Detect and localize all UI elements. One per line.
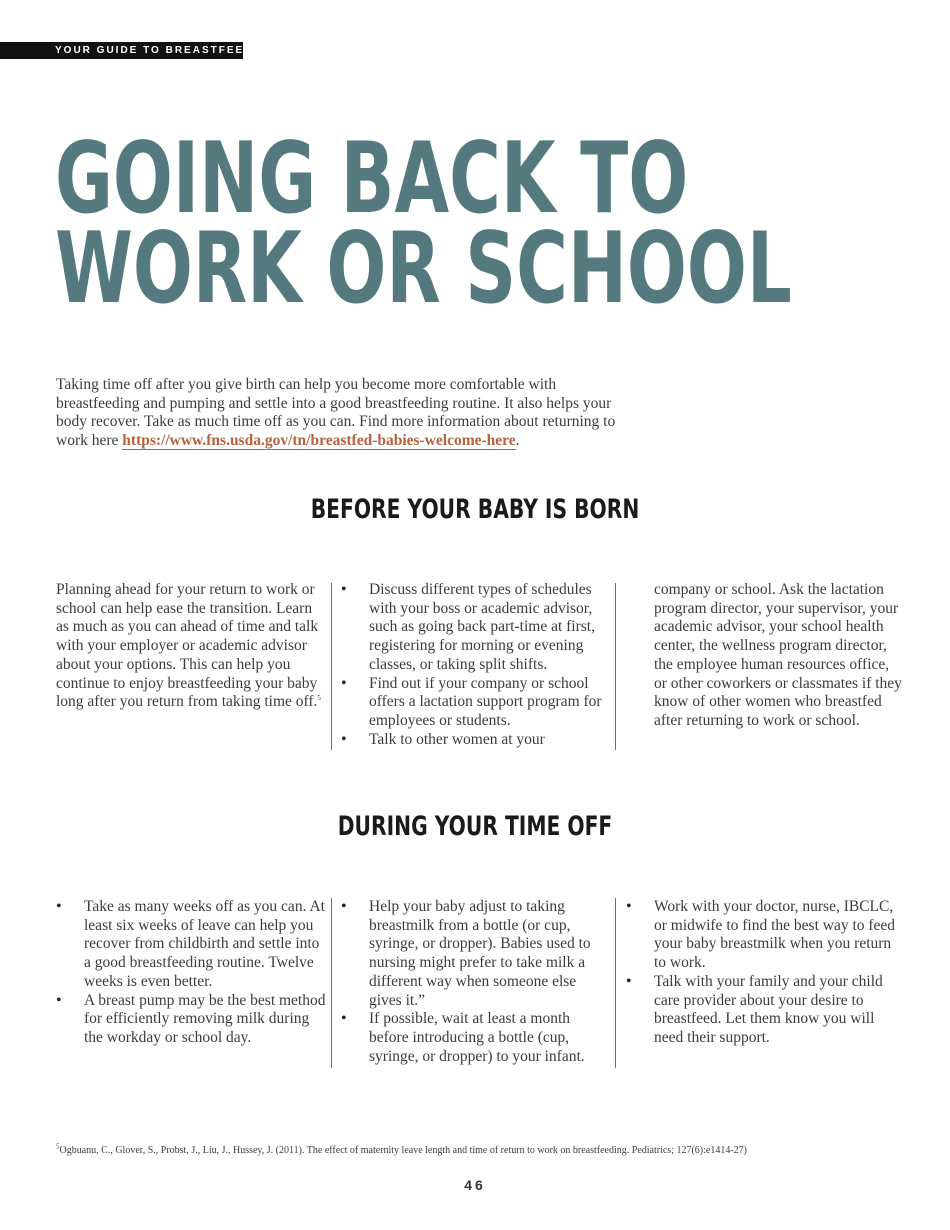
before-col2-list	[341, 581, 603, 749]
intro-paragraph	[56, 376, 626, 451]
before-column-1	[56, 581, 328, 712]
list-item: • Talk with your family and your child care provider about your desire to breastfeed. Let them know you will need their support.	[626, 973, 906, 1048]
column-divider	[331, 583, 332, 750]
footnote-text: Ogbuanu, C., Glover, S., Probst, J., Liu, J., Hussey, J. (2011). The effect of maternity leave length and time of return to work on breastfeeding. Pediatrics; 127(6):e1414-27)	[59, 1145, 748, 1156]
column-divider	[615, 583, 616, 750]
section-heading-before: BEFORE YOUR BABY IS BORN	[310, 494, 640, 525]
before-column-2	[341, 581, 603, 749]
intro-after: .	[515, 432, 520, 450]
title-line-1: GOING BACK TO	[55, 122, 689, 236]
header-label: YOUR GUIDE TO BREASTFEEDING	[0, 42, 243, 59]
list-item: • Work with your doctor, nurse, IBCLC, or midwife to find the best way to feed your baby breastmilk when you return to work.	[626, 898, 906, 973]
section-heading-during: DURING YOUR TIME OFF	[337, 811, 613, 842]
list-item: • Talk to other women at your	[341, 731, 603, 750]
before-col1-text: Planning ahead for your return to work or school can help ease the transition. Learn as much as you can ahead of time and talk with your employer or academic advisor about your options. This can help you continue to enjoy breastfeeding your baby long after you return from taking time off.	[56, 581, 319, 711]
during-column-2	[341, 898, 603, 1066]
column-divider	[331, 898, 332, 1068]
during-column-1	[56, 898, 326, 1048]
intro-text: Taking time off after you give birth can help you become more comfortable with breastfeeding and pumping and settle into a good breastfeeding routine. It also helps your body recover. Take as much time off as you can. Find more information about returning to work here	[56, 376, 616, 450]
list-item: • Find out if your company or school offers a lactation support program for employees or students.	[341, 675, 603, 731]
during-col1-list	[56, 898, 326, 1048]
title-line-2: WORK OR SCHOOL	[55, 212, 792, 326]
usda-link[interactable]: https://www.fns.usda.gov/tn/breastfed-babies-welcome-here	[122, 432, 516, 450]
during-column-3	[626, 898, 906, 1048]
list-item: • A breast pump may be the best method for efficiently removing milk during the workday or school day.	[56, 992, 326, 1048]
list-item: • If possible, wait at least a month before introducing a bottle (cup, syringe, or dropper) to your infant.	[341, 1010, 603, 1066]
footnote-number: 5	[56, 1142, 60, 1151]
page-number: 46	[464, 1177, 486, 1193]
page-title	[55, 122, 792, 326]
before-col3-text: company or school. Ask the lactation program director, your supervisor, your academic advisor, your school health center, the wellness program director, the employee human resources office, or other coworkers or classmates if they know of other women who breastfed after returning to work or school.	[654, 581, 902, 729]
list-item: • Help your baby adjust to taking breastmilk from a bottle (or cup, syringe, or dropper). Babies used to nursing might prefer to take milk a different way when someone else gives it.”	[341, 898, 603, 1010]
list-item: • Discuss different types of schedules with your boss or academic advisor, such as going back part-time at first, registering for morning or evening classes, or taking split shifts.	[341, 581, 603, 675]
during-col2-list	[341, 898, 603, 1066]
column-divider	[615, 898, 616, 1068]
before-column-3	[654, 581, 904, 731]
before-col1-paragraph	[56, 581, 328, 712]
list-item: • Take as many weeks off as you can. At least six weeks of leave can help you recover from childbirth and settle into a good breastfeeding routine. Twelve weeks is even better.	[56, 898, 326, 992]
during-col3-list	[626, 898, 906, 1048]
footnote-ref: 5	[317, 694, 321, 703]
footnote	[56, 1142, 916, 1156]
